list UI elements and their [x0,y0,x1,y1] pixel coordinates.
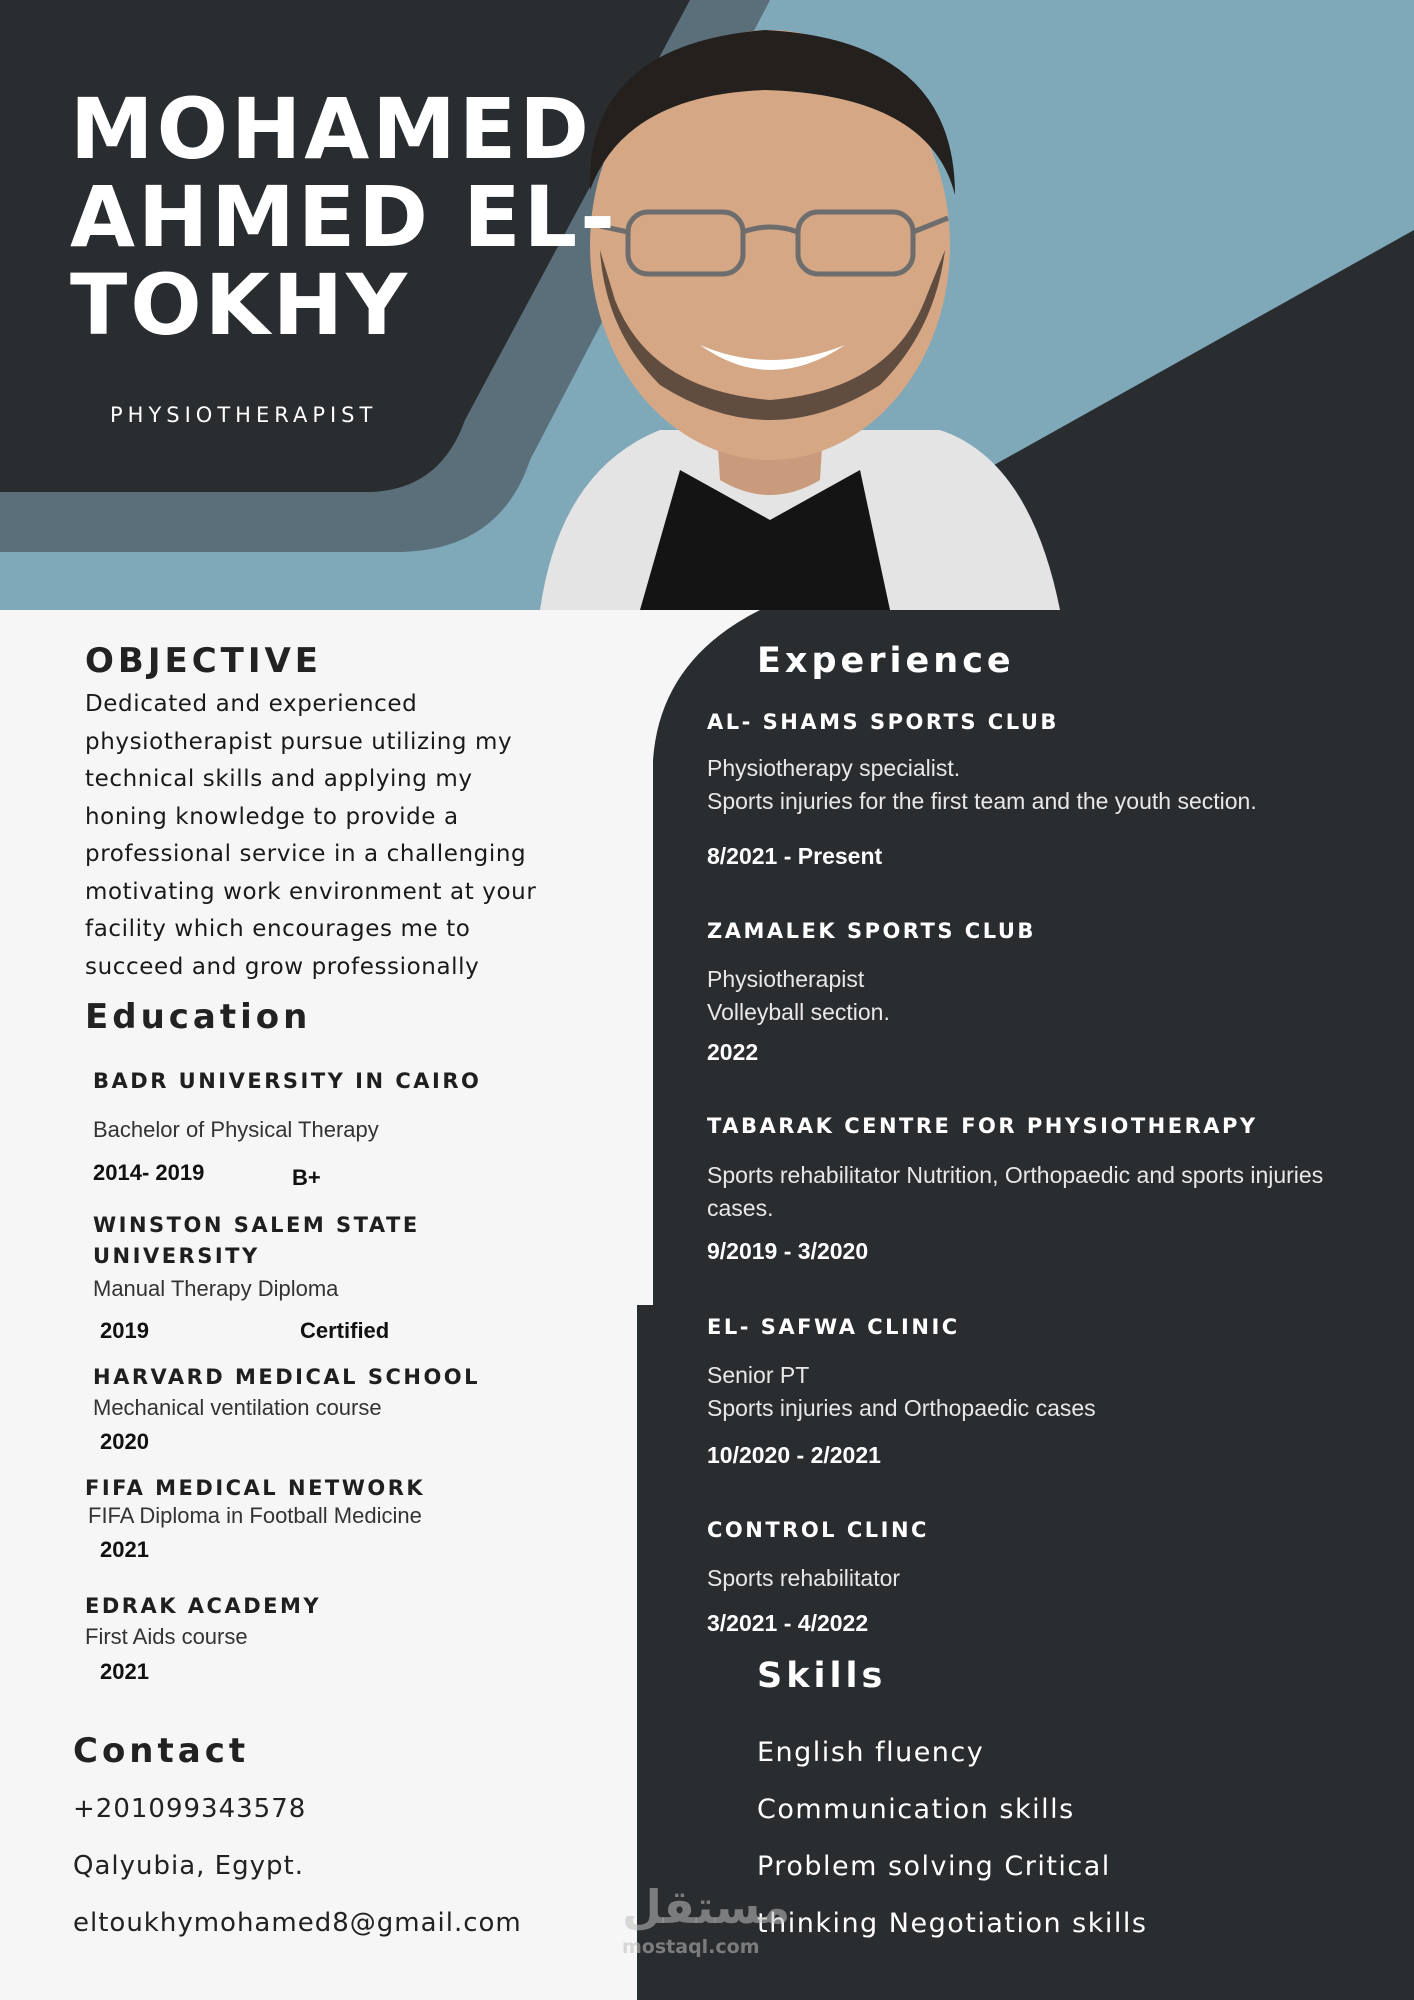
objective-text [85,686,565,986]
experience-desc [707,1159,1412,1225]
education-date: 2014- 2019 [93,1160,205,1185]
objective-line: succeed and grow professionally [85,953,480,980]
objective-line: technical skills and applying my [85,766,473,792]
education-grade: B+ [292,1165,321,1190]
objective-heading: OBJECTIVE [85,641,323,681]
experience-org: AL- SHAMS SPORTS CLUB [707,710,1059,734]
contact-location: Qalyubia, Egypt. [73,1851,304,1881]
objective-line: physiotherapist pursue utilizing my [85,728,513,755]
experience-date: 9/2019 - 3/2020 [707,1238,869,1264]
contact-phone[interactable]: +201099343578 [73,1794,307,1824]
education-date: 2019 [100,1318,149,1343]
full-name [70,80,630,354]
watermark-latin: mostaql.com [622,1936,760,1958]
skill-item: English fluency [757,1737,985,1768]
contact-heading: Contact [73,1731,250,1771]
experience-org: CONTROL CLINC [707,1518,929,1542]
experience-org: ZAMALEK SPORTS CLUB [707,919,1036,943]
education-org-line: UNIVERSITY [93,1244,260,1268]
experience-date: 8/2021 - Present [707,843,883,869]
experience-desc-line: Sports injuries and Orthopaedic cases [707,1395,1096,1421]
experience-desc-line: Sports injuries for the first team and the youth section. [707,788,1257,814]
education-degree: FIFA Diploma in Football Medicine [88,1503,422,1528]
objective-line: Dedicated and experienced [85,691,418,717]
objective-line: professional service in a challenging [85,841,527,867]
experience-desc [707,1359,1096,1425]
experience-desc-line: Senior PT [707,1362,810,1388]
name-line: TOKHY [70,256,410,354]
experience-date: 10/2020 - 2/2021 [707,1442,881,1468]
skill-item: Communication skills [757,1794,1075,1825]
education-org-line: WINSTON SALEM STATE [93,1213,420,1237]
job-title: PHYSIOTHERAPIST [110,403,378,427]
experience-org: EL- SAFWA CLINIC [707,1315,960,1339]
education-org: BADR UNIVERSITY IN CAIRO [93,1069,482,1093]
education-degree: First Aids course [85,1624,248,1649]
skills-heading: Skills [757,1656,887,1696]
experience-desc-line: Volleyball section. [707,999,890,1025]
experience-desc [707,1562,900,1595]
skill-item: thinking Negotiation skills [757,1908,1148,1939]
contact-email[interactable]: eltoukhymohamed8@gmail.com [73,1908,522,1938]
education-org: EDRAK ACADEMY [85,1594,322,1618]
experience-org: TABARAK CENTRE FOR PHYSIOTHERAPY [707,1114,1258,1138]
education-date: 2021 [100,1537,149,1562]
education-org: HARVARD MEDICAL SCHOOL [93,1365,481,1389]
experience-desc [707,963,890,1029]
experience-desc-line: Sports rehabilitator Nutrition, Orthopaedic and sports injuries [707,1162,1324,1188]
education-degree: Mechanical ventilation course [93,1395,382,1420]
name-line: AHMED EL- [70,168,619,266]
name-line: MOHAMED [70,80,593,178]
education-org [93,1210,420,1272]
skill-item: Problem solving Critical [757,1851,1111,1882]
objective-line: honing knowledge to provide a [85,803,459,830]
experience-desc-line: cases. [707,1195,774,1221]
experience-heading: Experience [757,641,1015,681]
experience-desc-line: Physiotherapy specialist. [707,755,961,781]
watermark-arabic: مستقل [622,1880,791,1934]
education-heading: Education [85,997,312,1037]
education-degree: Manual Therapy Diploma [93,1276,339,1301]
experience-desc-line: Physiotherapist [707,966,865,992]
experience-date: 3/2021 - 4/2022 [707,1610,869,1636]
education-date: 2021 [100,1659,149,1684]
education-degree: Bachelor of Physical Therapy [93,1117,379,1142]
experience-desc-line: Sports rehabilitator [707,1565,901,1591]
experience-desc [707,752,1257,818]
objective-line: facility which encourages me to [85,916,471,942]
education-grade: Certified [300,1318,390,1343]
education-org: FIFA MEDICAL NETWORK [85,1476,426,1500]
objective-line: motivating work environment at your [85,878,537,905]
education-date: 2020 [100,1429,149,1454]
experience-date: 2022 [707,1039,759,1065]
